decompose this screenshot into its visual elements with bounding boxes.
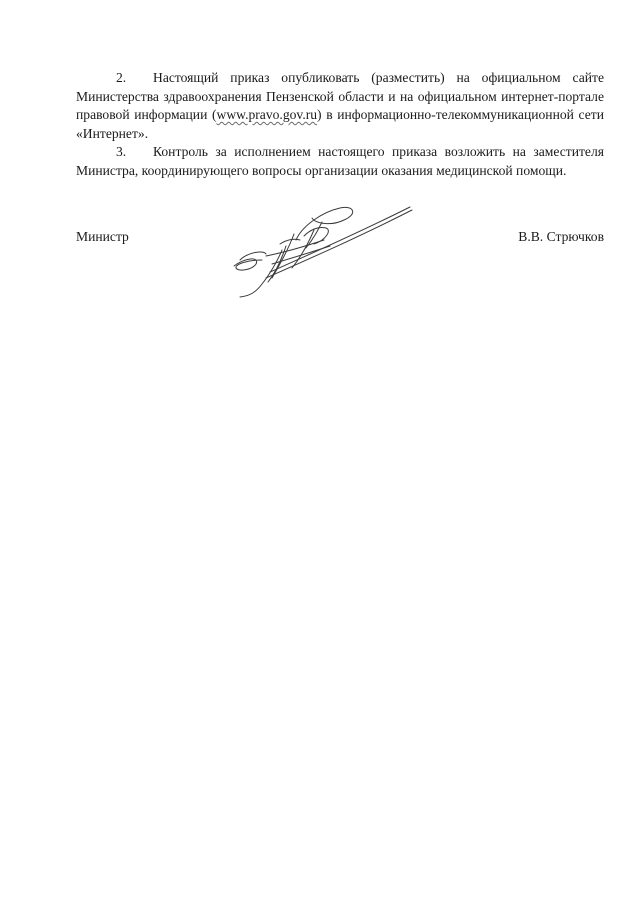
signatory-name: В.В. Стрючков <box>518 229 604 244</box>
document-body <box>76 69 604 181</box>
signature-row <box>76 228 604 248</box>
paragraph-number: 3. <box>116 144 127 160</box>
paragraph-text-end: ) в информационно-телекоммуникационной сети «Интернет». <box>76 107 604 141</box>
signatory-role: Министр <box>76 229 129 244</box>
paragraph-number: 2. <box>116 70 127 85</box>
pravo-link[interactable]: www.pravo.gov.ru <box>216 107 318 123</box>
paragraph-3 <box>76 143 604 180</box>
handwritten-signature <box>226 200 422 300</box>
paragraph-text: Контроль за исполнением настоящего приказа возложить на заместителя Министра, координирующего вопросы организации оказания медицинской помощи. <box>76 144 604 178</box>
paragraph-text: Настоящий приказ опубликовать (разместить) на официальном сайте Министерства здравоохранения Пензенской области и на официальном интернет-портале правовой информации ( <box>76 70 604 123</box>
paragraph-2 <box>76 69 604 143</box>
